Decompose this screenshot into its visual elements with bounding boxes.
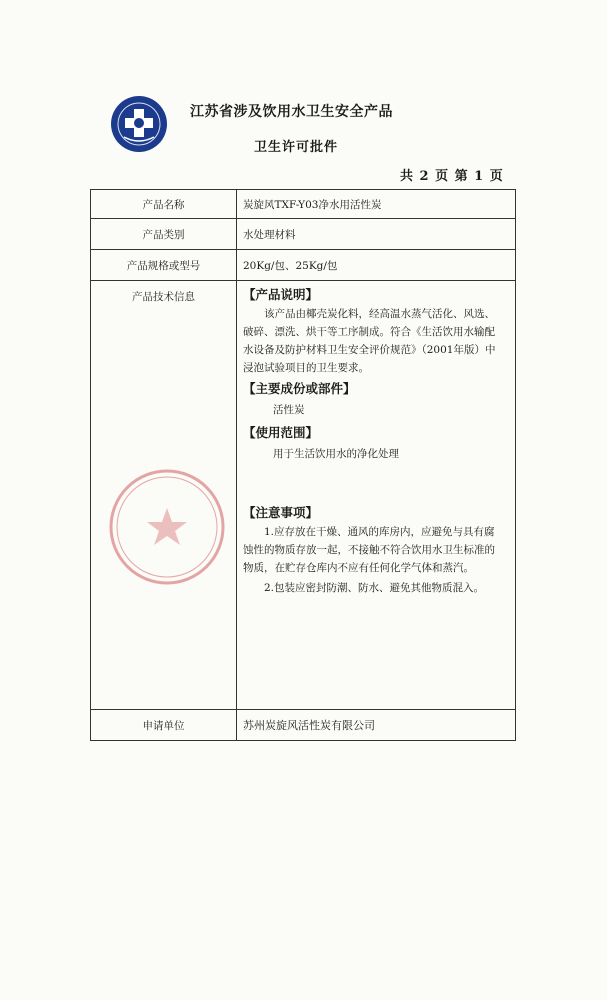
scope-text: 用于生活饮用水的净化处理 — [273, 448, 399, 460]
description-heading: 【产品说明】 — [243, 287, 319, 302]
health-emblem-icon — [110, 95, 168, 153]
category-label: 产品类别 — [91, 219, 237, 250]
table-row — [91, 190, 516, 219]
table-row — [91, 219, 516, 250]
applicant-label: 申请单位 — [91, 710, 237, 741]
note-item: 2.包装应密封防潮、防水、避免其他物质混入。 — [264, 582, 485, 594]
scope-heading: 【使用范围】 — [243, 425, 319, 440]
tech-info-label: 产品技术信息 — [91, 281, 237, 710]
table-row — [91, 710, 516, 741]
page-count: 共 2 页 第 1 页 — [400, 169, 504, 184]
product-name-value: 炭旋风TXF-Y03净水用活性炭 — [237, 190, 516, 219]
description-text: 该产品由椰壳炭化料，经高温水蒸气活化、风选、破碎、漂洗、烘干等工序制成。符合《生活饮用水输配水设备及防护材料卫生安全评价规范》（2001年版）中浸泡试验项目的卫生要求。 — [243, 308, 496, 374]
document-title: 江苏省涉及饮用水卫生安全产品 — [190, 104, 393, 120]
permit-table — [90, 189, 516, 741]
table-row — [91, 250, 516, 281]
note-item: 1.应存放在干燥、通风的库房内，应避免与具有腐蚀性的物质存放一起，不接触不符合饮用水卫生标准的物质，在贮存仓库内不应有任何化学气体和蒸汽。 — [243, 526, 495, 574]
spec-label: 产品规格或型号 — [91, 250, 237, 281]
applicant-value: 苏州炭旋风活性炭有限公司 — [237, 710, 516, 741]
category-value: 水处理材料 — [237, 219, 516, 250]
components-text: 活性炭 — [273, 404, 305, 416]
red-seal-stamp-icon — [108, 468, 226, 586]
notes-heading: 【注意事项】 — [243, 505, 319, 520]
tech-info-cell — [237, 281, 516, 710]
spec-value: 20Kg/包、25Kg/包 — [237, 250, 516, 281]
product-name-label: 产品名称 — [91, 190, 237, 219]
components-heading: 【主要成份或部件】 — [243, 381, 356, 396]
document-subtitle: 卫生许可批件 — [254, 140, 339, 155]
